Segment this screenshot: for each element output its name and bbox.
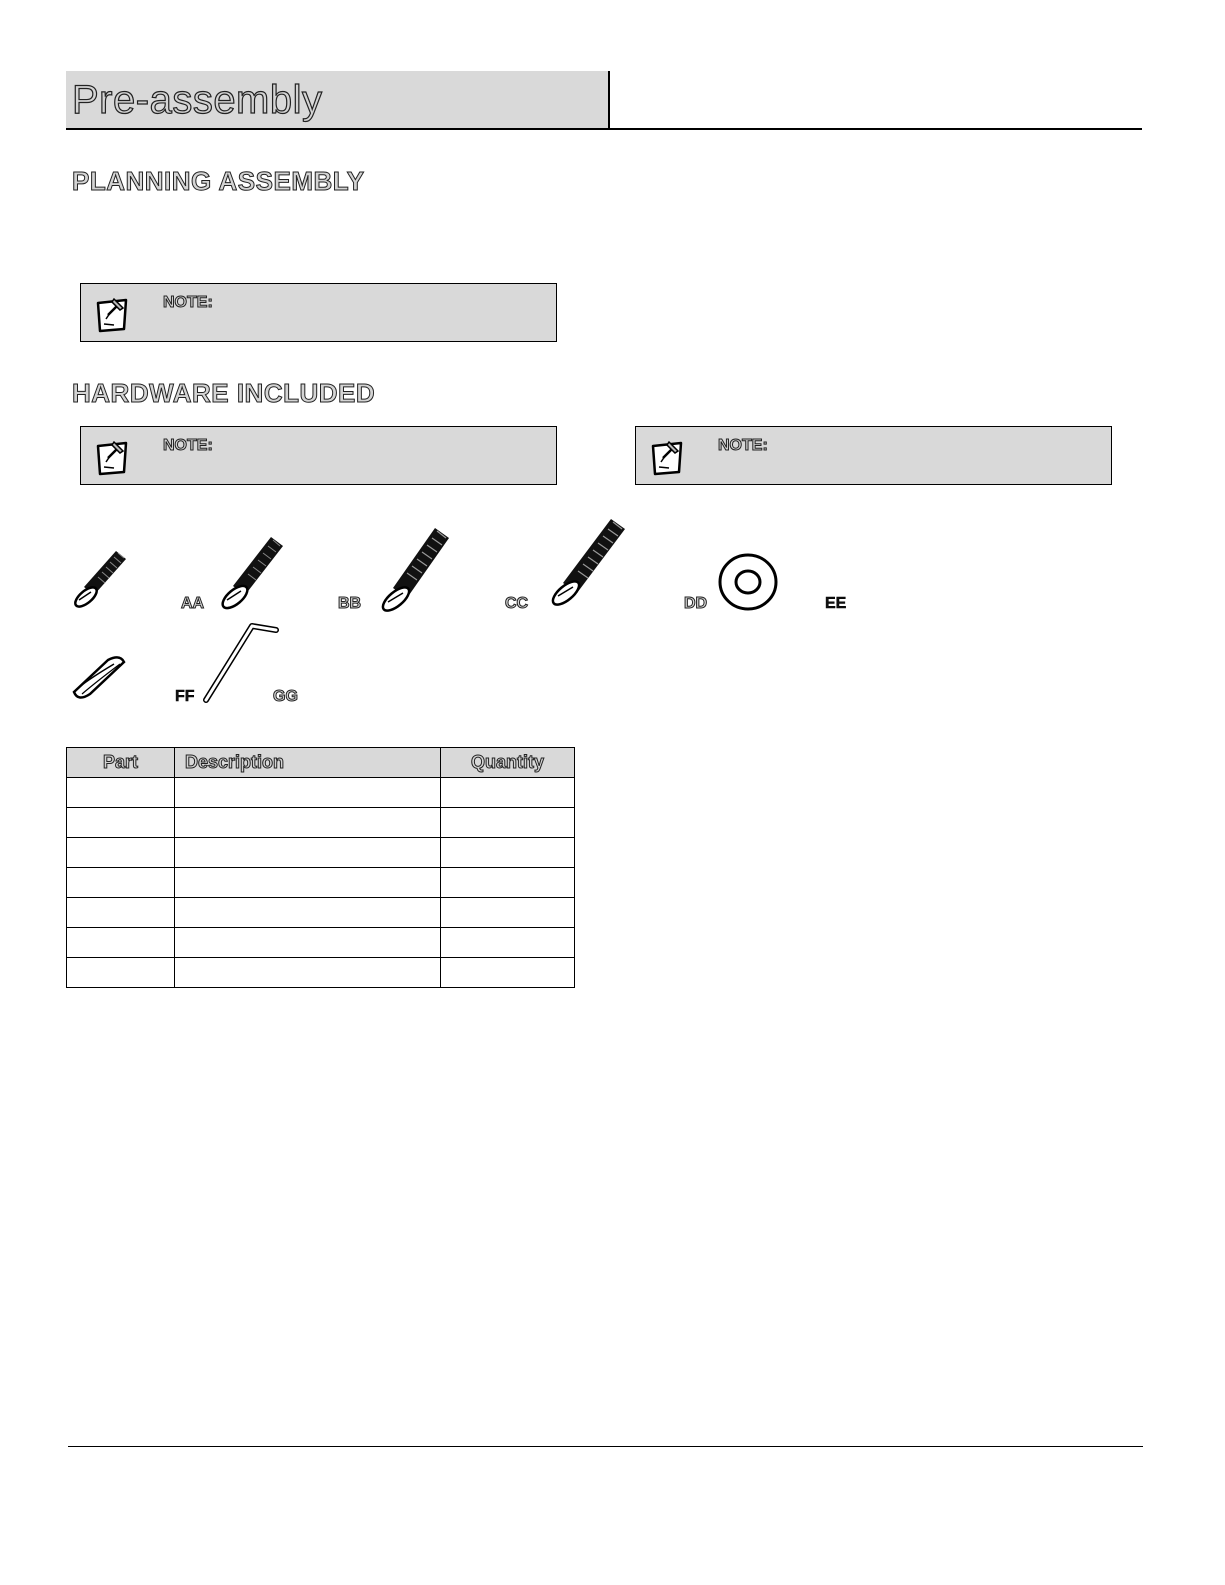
part-cell xyxy=(67,778,175,808)
parts-table xyxy=(66,747,575,988)
quantity-cell xyxy=(441,958,575,988)
medium-screw-icon xyxy=(215,533,289,613)
extra-long-screw-icon xyxy=(545,517,629,609)
hardware-note-box-2 xyxy=(635,426,1112,485)
header-part: Part xyxy=(67,748,175,778)
description-cell xyxy=(175,958,441,988)
note-label: NOTE: xyxy=(163,294,213,311)
quantity-cell xyxy=(441,898,575,928)
quantity-cell xyxy=(441,928,575,958)
title-bar xyxy=(66,71,610,128)
note-pin-icon xyxy=(649,434,689,478)
hex-key-icon xyxy=(200,620,284,706)
table-row xyxy=(67,928,575,958)
part-cell xyxy=(67,838,175,868)
planning-note-box xyxy=(80,283,557,342)
quantity-cell xyxy=(441,808,575,838)
description-cell xyxy=(175,868,441,898)
wood-dowel-icon xyxy=(68,652,130,704)
note-pin-icon xyxy=(94,291,134,335)
table-header-row xyxy=(67,748,575,778)
description-cell xyxy=(175,838,441,868)
header-description: Description xyxy=(175,748,441,778)
washer-icon xyxy=(716,552,780,612)
part-cell xyxy=(67,928,175,958)
planning-heading: PLANNING ASSEMBLY xyxy=(72,166,365,196)
page-title: Pre-assembly xyxy=(72,78,323,122)
part-label-ff: FF xyxy=(175,688,195,705)
part-label-ee: EE xyxy=(825,595,847,612)
quantity-cell xyxy=(441,868,575,898)
note-label: NOTE: xyxy=(163,437,213,454)
table-row xyxy=(67,868,575,898)
header-quantity: Quantity xyxy=(441,748,575,778)
quantity-cell xyxy=(441,778,575,808)
part-label-aa: AA xyxy=(181,595,205,612)
part-cell xyxy=(67,898,175,928)
description-cell xyxy=(175,778,441,808)
table-row xyxy=(67,838,575,868)
part-label-gg: GG xyxy=(273,688,298,705)
note-label: NOTE: xyxy=(718,437,768,454)
part-cell xyxy=(67,958,175,988)
part-label-dd: DD xyxy=(684,595,708,612)
short-screw-icon xyxy=(70,545,134,611)
quantity-cell xyxy=(441,838,575,868)
table-row xyxy=(67,808,575,838)
footer-rule xyxy=(68,1446,1143,1447)
note-pin-icon xyxy=(94,434,134,478)
description-cell xyxy=(175,808,441,838)
long-screw-icon xyxy=(375,524,455,616)
part-label-cc: CC xyxy=(505,595,529,612)
table-row xyxy=(67,898,575,928)
table-row xyxy=(67,958,575,988)
description-cell xyxy=(175,928,441,958)
title-rule xyxy=(66,128,1142,130)
part-label-bb: BB xyxy=(338,595,362,612)
description-cell xyxy=(175,898,441,928)
table-row xyxy=(67,778,575,808)
hardware-heading: HARDWARE INCLUDED xyxy=(72,378,376,408)
hardware-note-box-1 xyxy=(80,426,557,485)
part-cell xyxy=(67,868,175,898)
part-cell xyxy=(67,808,175,838)
